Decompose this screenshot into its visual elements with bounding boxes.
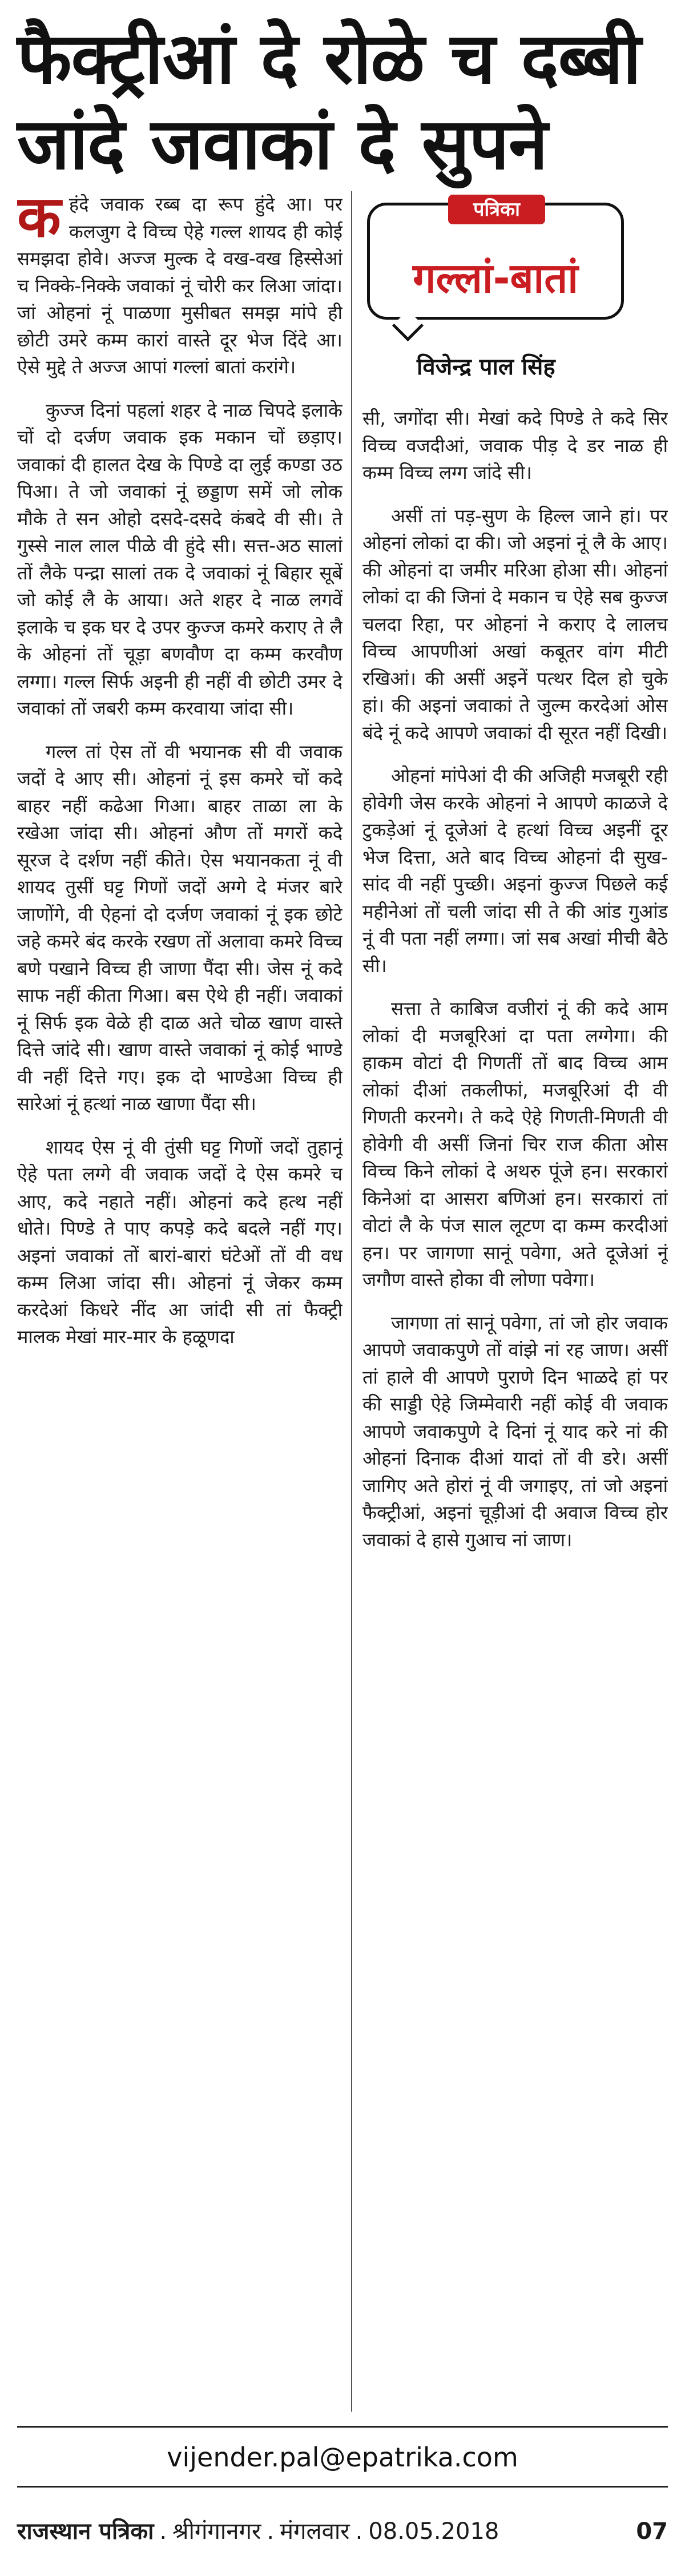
column-title-box [362, 191, 668, 405]
footer-separator: . [355, 2518, 363, 2545]
article-paragraph: सत्ता ते काबिज वजीरां नूं की कदे आम लोकां दी मजबूरिआं दा पता लग्गेगा। की हाकम वोटां दी गिणतीं तों बाद विच्च आम लोकां दीआं तकलीफां, मजबूरिआं दी वी गिणती करनगे। ते कदे ऐहे गिणती-मिणती वी होवेगी वी असीं जिनां चिर राज कीता ओस विच्च किने लोकां दे अथरु पूंजे हन। सरकारां किनेआं दा आसरा बणिआं हन। सरकारां तां वोटां लै के पंज साल लूटण दा कम्म करदीआं हन। पर जागणा सानूं पवेगा, अते दूजेआं नूं जगौण वास्ते होका वी लोणा पवेगा। [362, 998, 668, 1291]
column-name: गल्लां-बातां [413, 254, 578, 302]
footer-separator: . [159, 2518, 167, 2545]
weekday: मंगलवार [280, 2518, 350, 2545]
article-paragraph [17, 191, 342, 381]
headline [17, 0, 668, 187]
article-paragraph: ओहनां मांपेआं दी की अजिही मजबूरी रही होवेगी जेस करके ओहनां ने आपणे काळजे दे टुकड़ेआं नूं दूजेआं दे हत्थां विच्च अइनीं दूर भेज दित्ता, अते बाद विच्च ओहनां दी सुख-सांद वी नहीं पुच्छी। अइनां कुज्ज पिछले कई महीनेआं तों चली जांदा सी ते की आंड गुआंड नूं वी पता नहीं लग्गा। जां सब अखां मीची बैठे सी। [362, 765, 668, 977]
article-paragraph: गल्ल तां ऐस तों वी भयानक सी वी जवाक जदों दे आए सी। ओहनां नूं इस कमरे चों कदे बाहर नहीं कढेआ गिआ। बाहर ताळा ला के रखेआ जांदा सी। ओहनां औण तों मगरों कदे सूरज दे दर्शण नहीं कीते। ऐस भयानकता नूं वी शायद तुसीं घट्ट गिणों जदों अग्गे दे मंजर बारे जाणोंगे, वी ऐहनां दो दर्जण जवाकां नूं इक छोटे जहे कमरे बंद करके रखण तों अलावा कमरे विच्च बणे पखाने विच्च ही जाणा पैंदा सी। जेस नूं कदे साफ नहीं कीता गिआ। बस ऐथे ही नहीं। जवाकां नूं सिर्फ इक वेळे ही दाळ अते चोळ खाण वास्ते दित्ते जांदे सी। खाण वास्ते जवाकां नूं कोई भाण्डे वी नहीं दित्ते गए। इक दो भाण्डेआ विच्च ही सारेआं नूं हत्थां नाळ खाणा पैंदा सी। [17, 740, 342, 1115]
headline-line-1: फैक्ट्रीआं दे रोळे च दब्बी [17, 18, 641, 100]
article-columns [17, 191, 668, 2417]
article-paragraph: सी, जगोंदा सी। मेखां कदे पिण्डे ते कदे सिर विच्च वजदीआं, जवाक पीड़ दे डर नाळ ही कम्म विच्च लग्ग जांदे सी। [362, 408, 668, 483]
issue-date: 08.05.2018 [368, 2518, 499, 2545]
headline-line-2: जांदे जवाकां दे सुपने [17, 103, 547, 186]
article-paragraph: जागणा तां सानूं पवेगा, तां जो होर जवाक आपणे जवाकपुणे तों वांझे नां रह जाण। असीं तां हाले वी आपणे पुराणे दिन भाळदे हां पर की साड्डी ऐहे जिम्मेवारी नहीं कोई वी जवाक आपणे जवाकपुणे दे दिनां नूं याद करे नां की ओहनां दिनाक दीआं यादां तों वी डरे। असीं जागिए अते होरां नूं वी जगाइए, तां जो अइनां फैक्ट्रीआं, अइनां चूड़ीआं दी अवाज विच्च होर जवाकां दे हासे गुआच नां जाण। [362, 1312, 668, 1551]
page-number: 07 [636, 2518, 668, 2545]
author-byline: विजेन्द्र पाल सिंह [417, 354, 555, 380]
divider-line [17, 2426, 668, 2428]
author-email: vijender.pal@epatrika.com [167, 2442, 518, 2473]
article-paragraph: असीं तां पड़-सुण के हिल्ल जाने हां। पर ओहनां लोकां दा की। जो अइनां नूं लै के आए। की ओहनां दा जमीर मरिआ होआ सी। ओहनां लोकां दा की जिनां दे मकान च ऐहे सब कुज्ज चलदा रिहा, पर ओहनां ने कराए दे लालच विच्च आपणीआं अखां कबूतर वांग मीटी रखिआं। की असीं अइनें पत्थर दिल हो चुके हां। की अइनां जवाकां ते जुल्म करदेआं ओस बंदे नूं कदे आपणे जवाकां दी सूरत नहीं दिखी। [362, 505, 668, 744]
paragraph-text: हंदे जवाक रब्ब दा रूप हुंदे आ। पर कलजुग दे विच्च ऐहे गल्ल शायद ही कोई समझदा होवे। अज्ज मुल्क दे वख-वख हिस्सेआं च निक्के-निक्के जवाकां नूं चोरी कर लिआ जांदा। जां ओहनां नूं पाळणा मुसीबत समझ मांपे ही छोटी उमरे कम्म कारां वास्ते दूर भेज दिंदे आ। ऐसे मुद्दे ते अज्ज आपां गल्लां बातां करांगे। [17, 193, 342, 378]
footer-separator: . [267, 2518, 275, 2545]
article-paragraph: कुज्ज दिनां पहलां शहर दे नाळ चिपदे इलाके चों दो दर्जण जवाक इक मकान चों छड़ाए। जवाकां दी हालत देख के पिण्डे दा लुई कण्डा उठ पिआ। ते जो जवाकां नूं छड्डाण समें जो लोक मौके ते सन ओहो दसदे-दसदे कंबदे वी सी। ते गुस्से नाल लाल पीळे वी हुंदे सी। सत्त-अठ सालां तों लैके पन्द्रा सालां तक दे जवाकां नूं बिहार सूबें जो कोई लै के आया। अते शहर दे नाळ लगवें इलाके च इक घर दे उपर कुज्ज कमरे कराए ते लै के ओहनां तों चूड़ा बणवौण दा कम्म करवौण लग्गा। गल्ल सिर्फ अइनी ही नहीं वी छोटी उमर दे जवाकां तों जबरी कम्म करवाया जांदा सी। [17, 399, 342, 719]
newspaper-name: राजस्थान पत्रिका [17, 2518, 154, 2545]
article-column-right [362, 191, 668, 2417]
article-column-left [17, 191, 342, 2417]
divider-line [17, 2486, 668, 2488]
edition-city: श्रीगंगानगर [172, 2518, 261, 2545]
publication-badge: पत्रिका [448, 195, 545, 224]
drop-cap: क [17, 191, 61, 250]
article-paragraph: शायद ऐस नूं वी तुंसी घट्ट गिणों जदों तुहानूं ऐहे पता लग्गे वी जवाक जदों दे ऐस कमरे च आए, कदे नहाते नहीं। ओहनां कदे हत्थ नहीं धोते। पिण्डे ते पाए कपड़े कदे बदले नहीं गए। अइनां जवाकां तों बारां-बारां घंटेओं तों वी वध कम्म लिआ जांदा सी। ओहनां नूं जेकर कम्म करदेआं किधरे नींद आ जांदी सी तां फैक्ट्री मालक मेखां मार-मार के हळूणदा [17, 1136, 342, 1348]
column-divider [351, 191, 352, 2412]
page-footer [17, 2500, 668, 2563]
